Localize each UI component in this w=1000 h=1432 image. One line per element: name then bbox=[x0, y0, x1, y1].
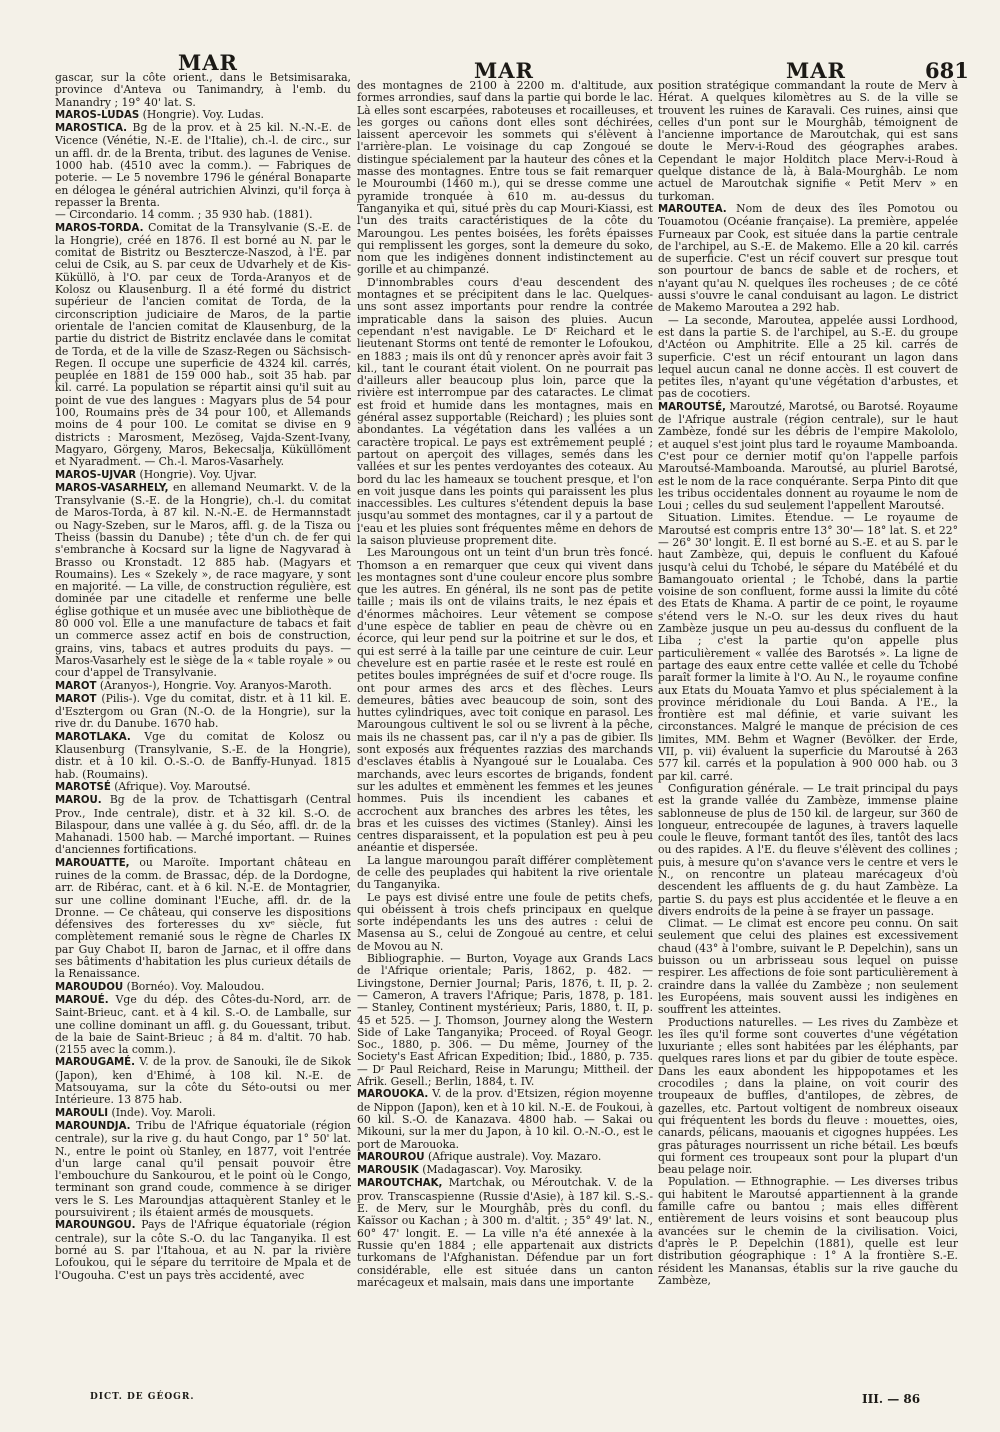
dictionary-entry bbox=[357, 1151, 653, 1164]
entry-headword: MAROUGAMÉ. bbox=[55, 1057, 136, 1069]
footer-volume-sheet: III. — 86 bbox=[862, 1392, 921, 1406]
text-column-3 bbox=[658, 80, 958, 1405]
dictionary-entry bbox=[658, 315, 958, 401]
dictionary-entry bbox=[357, 1164, 653, 1177]
entry-text: (Pilis-). Vge du comitat, distr. et à 11 kil. E. d'Esztergom ou Gran (N.-O. de la Hongrie), sur la rive dr. du Danube. 1670 hab. bbox=[55, 691, 351, 731]
dictionary-entry bbox=[55, 1120, 351, 1219]
entry-text: Vge du dép. des Côtes-du-Nord, arr. de Saint-Brieuc, cant. et à 4 kil. S.-O. de Lamballe, sur une colline dominant un affl. g. du Gouessant, tribut. de la baie de Saint-Brieuc ; à 84 m. d'altit. 70 hab. (2155 avec la comm.). bbox=[55, 992, 351, 1057]
entry-text: — La seconde, Maroutea, appelée aussi Lordhood, est dans la partie S. de l'archipel, au S.-E. du groupe d'Actéon ou Amphitrite. Elle a 25 kil. carrés de superficie. C'est un récif entourant un lagon dans lequel aucun canal ne donne accès. Il est couvert de petites îles, n'ayant qu'une végétation d'arbustes, et pas de cocotiers. bbox=[658, 313, 958, 401]
entry-headword: MAROS-VASARHELY, bbox=[55, 482, 169, 494]
entry-text: Population. — Ethnographie. — Les diverses tribus qui habitent le Maroutsé appartiennent à la grande famille cafre ou bantou ; mais elles diffèrent entièrement de leurs voisins et sont beaucoup plus avancées sur le chemin de la civilisation. Voici, d'après le P. Depelchin (1881), quelle est leur distribution géographique : 1° A la frontière S.-E. résident les Manansas, établis sur la rive gauche du Zambèze, bbox=[658, 1175, 958, 1287]
entry-text: (Bornéo). Voy. Maloudou. bbox=[123, 979, 265, 993]
entry-headword: MAROUTCHAK, bbox=[357, 1178, 443, 1190]
entry-text: en allemand Neumarkt. V. de la Transylvanie (S.-E. de la Hongrie), ch.-l. du comitat de Maros-Torda, à 87 kil. N.-N.-E. de Hermannstadt ou Nagy-Szeben, sur le Maros, affl. g. de la Tisza ou Theiss (bassin du Danube) ; tête d'un ch. de fer qui s'embranche à Kocsard sur la ligne de Nagyvarad à Brasso ou Kronstadt. 12 885 hab. (Magyars et Roumains). Les « Szekely », de race magyare, y sont en majorité. — La ville, de construction régulière, est dominée par une citadelle et renferme une belle église gothique et un musée avec une bibliothèque de 80 000 vol. Elle a une manufacture de tabacs et fait un commerce assez actif en bois de construction, grains, vins, tabacs et autres produits du pays. — Maros-Vasarhely est le siège de la « table royale » ou cour d'appel de Transylvanie. bbox=[55, 480, 351, 680]
entry-headword: MAROTSÉ bbox=[55, 781, 111, 793]
dictionary-entry bbox=[55, 1219, 351, 1281]
entry-text: Bibliographie. — Burton, Voyage aux Grands Lacs de l'Afrique orientale; Paris, 1862, p. 482. — Livingstone, Dernier Journal; Paris, 1876, t. II, p. 2. — Cameron, A travers l'Afrique; Paris, 1878, p. 181. — Stanley, Continent mystérieux; Paris, 1880, t. II, p. 45 et 525. — J. Thomson, Journey along the Western Side of Lake Tanganyika; Proceed. of Royal Geogr. Soc., 1880, p. 306. — Du même, Journey of the Society's East African Expedition; Ibid., 1880, p. 735. — Dʳ Paul Reichard, Reise in Marungu; Mittheil. der Afrik. Gesell.; Berlin, 1884, t. IV. bbox=[357, 952, 653, 1089]
entry-text: Configuration générale. — Le trait principal du pays est la grande vallée du Zambèze, immense plaine sablonneuse de plus de 150 kil. de largeur, sur 360 de longueur, entrecoupée de lagunes, à travers laquelle coule le fleuve, formant tantôt des îles, tantôt des lacs ou des rapides. A l'E. du fleuve s'élèvent des collines ; puis, à mesure qu'on s'avance vers le centre et vers le N., on rencontre un plateau marécageux d'où descendent les affluents de g. du haut Zambèze. La partie S. du pays est plus accidentée et le fleuve a en divers endroits de la peine à se frayer un passage. bbox=[658, 781, 958, 918]
entry-text: (Hongrie). Voy. Ludas. bbox=[139, 107, 264, 121]
entry-text: Vge du comitat de Kolosz ou Klausenburg (Transylvanie, S.-E. de la Hongrie), distr. et à 10 kil. O.-S.-O. de Banffy-Hunyad. 1815 hab. (Roumains). bbox=[55, 729, 351, 781]
dictionary-entry bbox=[658, 80, 958, 203]
dictionary-entry bbox=[658, 1176, 958, 1287]
running-head-center: MAR bbox=[474, 58, 534, 83]
dictionary-entry bbox=[55, 680, 351, 693]
dictionary-entry bbox=[658, 512, 958, 783]
dictionary-entry bbox=[55, 122, 351, 209]
entry-text: Comitat de la Transylvanie (S.-E. de la Hongrie), créé en 1876. Il est borné au N. par le comitat de Bistritz ou Besztercze-Naszod, à l'E. par celui de Csik, au S. par ceux de Udvarhely et de Kis-Küküllö, à l'O. par ceux de Torda-Aranyos et de Kolosz ou Klausenburg. Il a été formé du district supérieur de l'ancien comitat de Torda, de la circonscription judiciaire de Maros, de la partie orientale de l'ancien comitat de Klausenburg, de la partie du district de Bistritz enclavée dans le comitat de Torda, et de la ville de Szasz-Regen ou Sächsisch-Regen. Il occupe une superficie de 4324 kil. carrés, peuplée en 1881 de 159 000 hab., soit 35 hab. par kil. carré. La population se répartit ainsi qu'il suit au point de vue des langues : Magyars plus de 54 pour 100, Roumains près de 34 pour 100, et Allemands moins de 4 pour 100. Le comitat se divise en 9 districts : Marosment, Mezöseg, Vajda-Szent-Ivany, Magyaro, Görgeny, Maros, Bekecsalja, Küküllöment et Nyaradment. — Ch.-l. Maros-Vasarhely. bbox=[55, 220, 351, 469]
dictionary-entry bbox=[55, 1107, 351, 1120]
entry-headword: MAROU. bbox=[55, 795, 102, 807]
dictionary-entry bbox=[55, 693, 351, 731]
entry-headword: MAROUTEA. bbox=[658, 203, 727, 215]
dictionary-entry bbox=[55, 994, 351, 1056]
entry-text: (Madagascar). Voy. Marosiky. bbox=[418, 1163, 583, 1177]
entry-headword: MAROUNDJA. bbox=[55, 1120, 131, 1132]
dictionary-entry bbox=[357, 892, 653, 953]
entry-headword: MAROS-UJVAR bbox=[55, 469, 137, 481]
entry-text: (Afrique australe). Voy. Mazaro. bbox=[424, 1149, 602, 1163]
entry-text: ou Maroïte. Important château en ruines de la comm. de Brassac, dép. de la Dordogne, arr. de Ribérac, cant. et à 6 kil. N.-E. de Montagrier, sur une colline dominant l'Euche, affl. dr. de la Dronne. — Ce château, qui conserve les dispositions défensives des forteresses du xvᵉ siècle, fut complètement remanié sous le règne de Charles IX par Guy Chabot II, baron de Jarnac, et il offre dans ses bâtiments d'habitation les plus curieux détails de la Renaissance. bbox=[55, 855, 351, 981]
entry-headword: MAROUOKA. bbox=[357, 1089, 429, 1101]
entry-headword: MAROS-LUDAS bbox=[55, 109, 140, 121]
dictionary-entry bbox=[55, 109, 351, 122]
entry-text: Maroutzé, Marotsé, ou Barotsé. Royaume de l'Afrique australe (région centrale), sur le haut Zambèze, fondé sur les débris de l'empire Makololo, et auquel s'est joint plus tard le royaume Mamboanda. C'est pour ce dernier motif qu'on l'appelle parfois Maroutsé-Mamboanda. Maroutsé, au pluriel Barotsé, est le nom de la race conquérante. Serpa Pinto dit que les tribus occidentales donnent au royaume le nom de Loui ; celles du sud seulement l'appellent Maroutsé. bbox=[658, 399, 958, 513]
text-column-2 bbox=[357, 80, 653, 1405]
dictionary-entry bbox=[357, 277, 653, 548]
entry-text: Climat. — Le climat est encore peu connu. On sait seulement que celui des plaines est excessivement chaud (43° à l'ombre, suivant le P. Depelchin), sans un buisson ou un arbrisseau sous lequel on puisse respirer. Les affections de foie sont particulièrement à craindre dans la vallée du Zambèze ; non seulement les Européens, mais souvent aussi les indigènes en souffrent les atteintes. bbox=[658, 917, 958, 1017]
dictionary-entry bbox=[55, 981, 351, 994]
dictionary-entry bbox=[357, 953, 653, 1088]
entry-headword: MAROUROU bbox=[357, 1151, 425, 1163]
footer-signature: DICT. DE GÉOGR. bbox=[90, 1392, 195, 1402]
dictionary-entry bbox=[658, 783, 958, 918]
dictionary-entry bbox=[357, 1177, 653, 1289]
entry-headword: MAROSTICA. bbox=[55, 123, 128, 135]
dictionary-entry bbox=[55, 72, 351, 109]
entry-headword: MAROULI bbox=[55, 1107, 109, 1119]
entry-headword: MAROUTSÉ, bbox=[658, 401, 726, 413]
dictionary-entry bbox=[55, 222, 351, 469]
text-column-1 bbox=[55, 72, 351, 1397]
dictionary-entry bbox=[55, 857, 351, 981]
entry-headword: MAROUSIK bbox=[357, 1165, 419, 1177]
dictionary-entry bbox=[55, 469, 351, 482]
dictionary-entry bbox=[658, 1017, 958, 1177]
entry-text: Pays de l'Afrique équatoriale (région centrale), sur la côte S.-O. du lac Tanganyika. Il est borné au S. par l'Itahoua, et au N. par la rivière Lofoukou, qui le sépare du territoire de Mpala et de l'Ougouha. C'est un pays très accidenté, avec bbox=[55, 1218, 351, 1282]
dictionary-entry bbox=[658, 401, 958, 513]
dictionary-entry bbox=[55, 781, 351, 794]
entry-text: des montagnes de 2100 à 2200 m. d'altitude, aux formes arrondies, sauf dans la partie qui borde le lac. Là elles sont escarpées, raboteuses et rocailleuses, et les gorges ou cañons dont elles sont déchirées, laissent apercevoir les sommets qui s'élèvent à l'arrière-plan. Le voisinage du cap Zongoué se distingue spécialement par la hauteur des cônes et la masse des montagnes. Entre tous se fait remarquer le Mouroumbi (1460 m.), qui se dresse comme une pyramide tronquée à 610 m. au-dessus du Tanganyika et qui, situé près du cap Mouri-Kiassi, est l'un des traits caractéristiques de la côte du Maroungou. Les pentes boisées, les forêts épaisses qui remplissent les gorges, sont la demeure du soko, nom que les indigènes donnent indistinctement au gorille et au chimpanzé. bbox=[357, 80, 653, 277]
dictionary-entry bbox=[55, 1056, 351, 1106]
dictionary-entry bbox=[55, 731, 351, 781]
entry-text: La langue maroungou paraît différer complètement de celle des peuplades qui habitent la rive orientale du Tanganyika. bbox=[357, 853, 653, 892]
dictionary-entry bbox=[357, 1088, 653, 1150]
dictionary-entry bbox=[658, 203, 958, 315]
entry-text: gascar, sur la côte orient., dans le Betsimisaraka, province d'Anteva ou Tanimandry, à l'emb. du Manandry ; 19° 40' lat. S. bbox=[55, 72, 351, 109]
running-head-left: MAR bbox=[178, 50, 238, 75]
entry-headword: MAROUATTE, bbox=[55, 857, 130, 869]
running-head-right: MAR bbox=[786, 58, 846, 83]
dictionary-entry bbox=[55, 794, 351, 856]
dictionary-entry bbox=[357, 80, 653, 277]
entry-text: Productions naturelles. — Les rives du Zambèze et les îles qu'il forme sont couvertes d'une végétation luxuriante ; elles sont habitées par les éléphants, par quelques rares lions et par du gibier de toute espèce. Dans les eaux abondent les hippopotames et les crocodiles ; dans la plaine, on voit courir des troupeaux de buffles, d'antilopes, de zèbres, de gazelles, etc. Partout voltigent de nombreux oiseaux qui fréquentent les bords du fleuve : mouettes, oies, canards, pélicans, maouanis et cigognes huppées. Les gras pâturages nourrissent un riche bétail. Les bœufs qui forment ces troupeaux sont pour la plupart d'un beau pelage noir. bbox=[658, 1015, 958, 1177]
entry-text: D'innombrables cours d'eau descendent des montagnes et se précipitent dans le lac. Quelques-uns sont assez importants pour rendre la contrée impraticable dans la saison des pluies. Aucun cependant n'est navigable. Le Dʳ Reichard et le lieutenant Storms ont tenté de remonter le Lofoukou, en 1883 ; mais ils ont dû y renoncer après avoir fait 3 kil., tant le courant était violent. On ne pourrait pas d'ailleurs aller beaucoup plus loin, parce que la rivière est interrompue par des cataractes. Le climat est froid et humide dans les montagnes, mais en général assez supportable (Reichard) ; les pluies sont abondantes. La végétation dans les vallées a un caractère tropical. Le pays est extrêmement peuplé ; partout on aperçoit des villages, semés dans les vallées et sur les pentes verdoyantes des coteaux. Au bord du lac les hameaux se touchent presque, et l'on en voit jusque dans les points qui paraissent les plus inaccessibles. Les cultures s'étendent depuis la base jusqu'au sommet des montagnes, car il y a partout de l'eau et les pluies sont fréquentes même en dehors de la saison pluvieuse proprement dite. bbox=[357, 275, 653, 547]
dictionary-entry bbox=[357, 547, 653, 854]
entry-text: position stratégique commandant la route de Merv à Hérat. A quelques kilomètres au S. de la ville se trouvent les ruines de Karavali. Ces ruines, ainsi que celles d'un pont sur le Mourghâb, témoignent de l'ancienne importance de Maroutchak, qui est sans doute le Merv-i-Roud des géographes arabes. Cependant le major Holditch place Merv-i-Roud à quelque distance de là, à Bala-Mourghâb. Le nom actuel de Maroutchak signifie « Petit Merv » en turkoman. bbox=[658, 80, 958, 203]
entry-headword: MAROT bbox=[55, 693, 97, 705]
dictionary-entry bbox=[357, 855, 653, 892]
entry-text: Nom de deux des îles Pomotou ou Touamotou (Océanie française). La première, appelée Furneaux par Cook, est située dans la partie centrale de l'archipel, au S.-E. de Makemo. Elle a 20 kil. carrés de superficie. C'est un récif couvert sur presque tout son pourtour de bancs de sable et de rochers, et n'ayant qu'au N. quelques îles rocheuses ; de ce côté aussi s'ouvre le canal conduisant au lagon. Le district de Makemo Maroutea a 292 hab. bbox=[658, 201, 958, 315]
entry-headword: MAROS-TORDA. bbox=[55, 222, 144, 234]
entry-text: (Aranyos-), Hongrie. Voy. Aranyos-Maroth. bbox=[96, 678, 332, 692]
entry-headword: MAROUDOU bbox=[55, 981, 124, 993]
entry-headword: MAROT bbox=[55, 680, 97, 692]
dictionary-entry bbox=[658, 918, 958, 1016]
entry-text: Bg de la prov. et à 25 kil. N.-N.-E. de Vicence (Vénétie, N.-E. de l'Italie), ch.-l. de circ., sur un affl. dr. de la Brenta, tribut. des lagunes de Venise. 1000 hab. (4510 avec la comm.). — Fabriques de poterie. — Le 5 novembre 1796 le général Bonaparte en délogea le général autrichien Alvinzi, qu'il força à repasser la Brenta. bbox=[55, 121, 351, 209]
entry-text: Les Maroungous ont un teint d'un brun très foncé. Thomson a en remarquer que ceux qui vivent dans les montagnes sont d'une couleur encore plus sombre que les autres. En général, ils ne sont pas de petite taille ; mais ils ont de vilains traits, le nez épais et d'énormes mâchoires. Leur vêtement se compose d'une espèce de tablier en peau de chèvre ou en écorce, qui leur pend sur la poitrine et sur le dos, et qui est serré à la taille par une ceinture de cuir. Leur chevelure est en partie rasée et le reste est roulé en petites boules imprégnées de suif et d'ocre rouge. Ils ont pour armes des arcs et des flèches. Leurs demeures, bâties avec beaucoup de soin, sont des huttes cylindriques, avec toit conique en parasol. Les Maroungous cultivent le sol ou se livrent à la pêche, mais ils ne chassent pas, car il n'y a pas de gibier. Ils sont exposés aux fréquentes razzias des marchands d'esclaves établis à Nyangoué sur le Loualaba. Ces marchands, avec leurs escortes de brigands, fondent sur les adultes et emmènent les femmes et les jeunes hommes. Puis ils incendient les cabanes et accrochent aux branches des arbres les têtes, les bras et les cuisses des victimes (Stanley). Ainsi les centres disparaissent, et la population est peu à peu anéantie et dispersée. bbox=[357, 546, 653, 855]
entry-text: (Hongrie). Voy. Ujvar. bbox=[136, 467, 257, 481]
dictionary-entry bbox=[55, 482, 351, 680]
entry-text: — Circondario. 14 comm. ; 35 930 hab. (1881). bbox=[55, 208, 313, 222]
entry-text: (Afrique). Voy. Maroutsé. bbox=[110, 779, 251, 793]
entry-text: Tribu de l'Afrique équatoriale (région centrale), sur la rive g. du haut Congo, par 1° 50' lat. N., entre le point où Stanley, en 1877, voit l'entrée d'un large canal qu'il pensait pouvoir être l'embouchure du Sankourou, et le point où le Congo, terminant son grand coude, commence à se diriger vers le S. Les Maroundjas attaquèrent Stanley et le poursuivirent ; ils étaient armés de mousquets. bbox=[55, 1118, 351, 1220]
entry-text: Le pays est divisé entre une foule de petits chefs, qui obéissent à trois chefs principaux en quelque sorte indépendants les uns des autres : celui de Masensa au S., celui de Zongoué au centre, et celui de Movou au N. bbox=[357, 890, 653, 953]
entry-text: Bg de la prov. de Tchattisgarh (Central Prov., Inde centrale), distr. et à 32 kil. S.-O. de Bilaspour, dans une vallée à g. du Séo, affl. dr. de la Mahanadi. 1500 hab. — Marché important. — Ruines d'anciennes fortifications. bbox=[55, 793, 351, 857]
entry-text: Situation. Limites. Étendue. — Le royaume de Maroutsé est compris entre 13° 30'— 18° lat. S. et 22° — 26° 30' longit. E. Il est borné au S.-E. et au S. par le haut Zambèze, qui, depuis le confluent du Kafoué jusqu'à celui du Tchobé, le sépare du Matébélé et du Bamangouato oriental ; le Tchobé, dans la partie voisine de son confluent, forme aussi la limite du côté des Etats de Khama. A partir de ce point, le royaume s'étend vers le N.-O. sur les deux rives du haut Zambèze jusque un peu au-dessus du confluent de la Liba ; c'est la partie qu'on appelle plus particulièrement « vallée des Barotsés ». La ligne de partage des eaux entre cette vallée et celle du Tchobé paraît former la limite à l'O. Au N., le royaume confine aux Etats du Mouata Yamvo et plus spécialement à la province méridionale du Loui Banda. A l'E., la frontière est mal définie, et varie suivant les circonstances. Malgré le manque de précision de ces limites, MM. Behm et Wagner (Bevölker. der Erde, VII, p. vii) évaluent la superficie du Maroutsé à 263 577 kil. carrés et la population à 900 000 hab. ou 3 par kil. carré. bbox=[658, 511, 958, 783]
entry-headword: MAROUÉ. bbox=[55, 994, 109, 1006]
entry-text: V. de la prov. de Sanouki, île de Sikok (Japon), ken d'Ehimé, à 108 kil. N.-E. de Matsouyama, sur la côte du Séto-outsi ou mer Intérieure. 13 875 hab. bbox=[55, 1055, 351, 1107]
entry-text: Martchak, ou Méroutchak. V. de la prov. Transcaspienne (Russie d'Asie), à 187 kil. S.-S.-E. de Merv, sur le Mourghâb, près du confl. du Kaïssor ou Kachan ; à 300 m. d'altit. ; 35° 49' lat. N., 60° 47' longit. E. — La ville n'a été annexée à la Russie qu'en 1884 ; elle appartenait aux districts turkomans de l'Afghanistan. Défendue par un fort considérable, elle est située dans un canton marécageux et malsain, mais dans une importante bbox=[357, 1176, 653, 1289]
entry-headword: MAROUNGOU. bbox=[55, 1220, 136, 1232]
entry-text: (Inde). Voy. Maroli. bbox=[108, 1105, 216, 1119]
page-number: 681 bbox=[925, 58, 969, 83]
entry-headword: MAROTLAKA. bbox=[55, 731, 131, 743]
entry-text: V. de la prov. d'Etsizen, région moyenne de Nippon (Japon), ken et à 10 kil. N.-E. de Foukoui, à 60 kil. S.-O. de Kanazava. 4800 hab. — Sakai ou Mikouni, sur la mer du Japon, à 10 kil. O.-N.-O., est le port de Marouoka. bbox=[357, 1087, 653, 1151]
